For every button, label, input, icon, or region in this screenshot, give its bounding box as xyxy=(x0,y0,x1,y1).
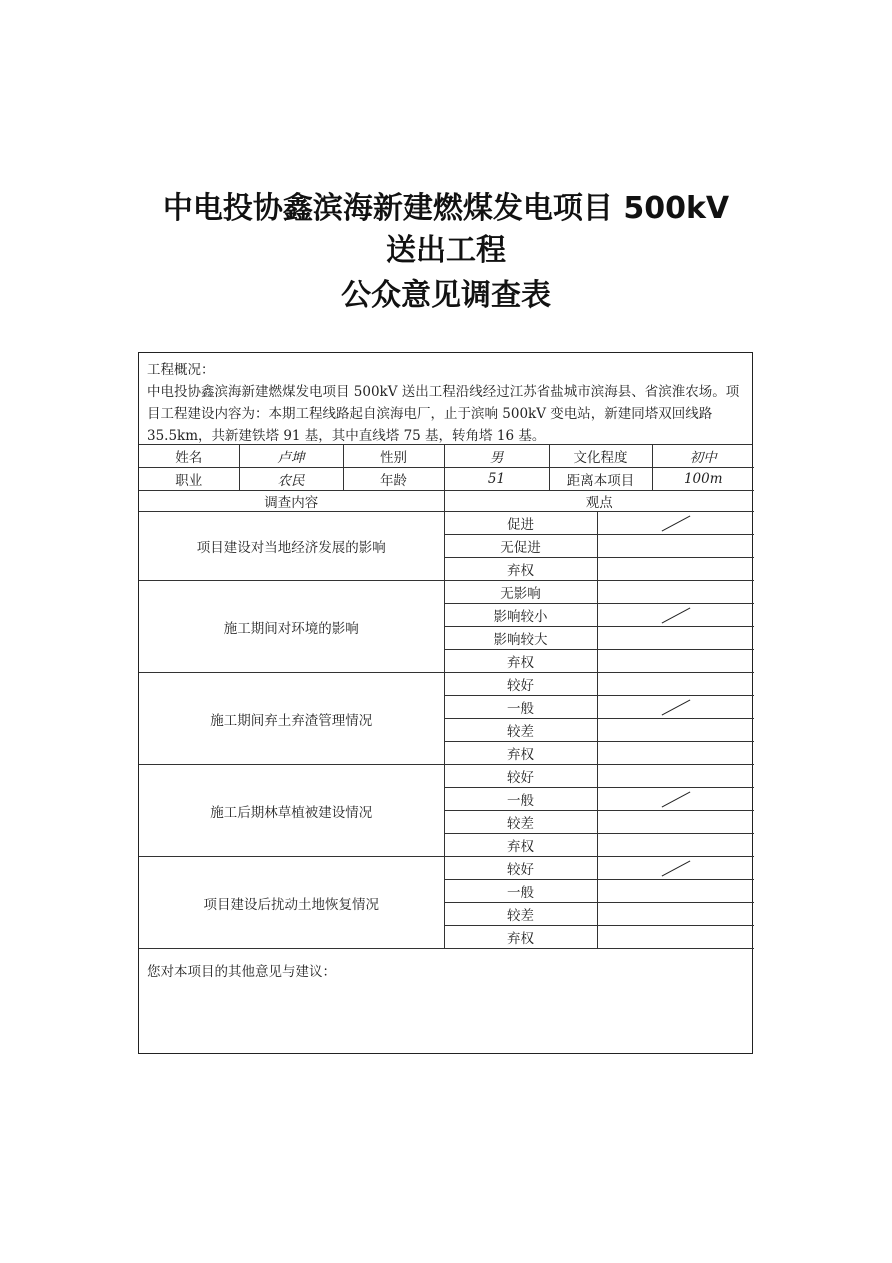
age-label: 年龄 xyxy=(343,468,444,491)
survey-option-label: 较差 xyxy=(444,719,597,742)
check-mark-icon xyxy=(661,516,690,532)
header-opinion: 观点 xyxy=(444,491,754,512)
survey-option-checkbox[interactable] xyxy=(597,880,754,903)
survey-option-label: 弃权 xyxy=(444,834,597,857)
distance-field[interactable]: 100m xyxy=(652,468,754,491)
age-field[interactable]: 51 xyxy=(444,468,549,491)
survey-form xyxy=(138,352,753,1054)
check-mark-icon xyxy=(661,861,690,877)
survey-option-checkbox[interactable] xyxy=(597,742,754,765)
survey-option-label: 一般 xyxy=(444,880,597,903)
survey-option-row xyxy=(139,673,754,696)
survey-option-checkbox[interactable] xyxy=(597,765,754,788)
survey-option-label: 弃权 xyxy=(444,558,597,581)
suggestion-area[interactable] xyxy=(139,952,752,1053)
survey-option-checkbox[interactable] xyxy=(597,811,754,834)
survey-option-checkbox[interactable] xyxy=(597,535,754,558)
survey-option-label: 弃权 xyxy=(444,926,597,949)
survey-option-row xyxy=(139,581,754,604)
header-survey-content: 调查内容 xyxy=(139,491,444,512)
survey-option-label: 一般 xyxy=(444,788,597,811)
survey-option-checkbox[interactable] xyxy=(597,558,754,581)
survey-table xyxy=(139,491,752,949)
survey-option-label: 无促进 xyxy=(444,535,597,558)
check-mark-icon xyxy=(661,792,690,808)
survey-option-row xyxy=(139,857,754,880)
gender-label: 性别 xyxy=(343,445,444,468)
survey-option-label: 较差 xyxy=(444,903,597,926)
survey-option-label: 弃权 xyxy=(444,650,597,673)
survey-option-checkbox[interactable] xyxy=(597,719,754,742)
overview-label: 工程概况： xyxy=(147,362,215,378)
survey-option-label: 较好 xyxy=(444,673,597,696)
document-title-line3: 公众意见调查表 xyxy=(341,278,551,313)
survey-option-label: 促进 xyxy=(444,512,597,535)
check-mark-icon xyxy=(661,700,690,716)
survey-option-label: 较好 xyxy=(444,857,597,880)
survey-option-row xyxy=(139,765,754,788)
survey-question: 施工期间对环境的影响 xyxy=(139,581,444,673)
survey-option-checkbox[interactable] xyxy=(597,673,754,696)
survey-option-label: 无影响 xyxy=(444,581,597,604)
survey-option-checkbox[interactable] xyxy=(597,512,754,535)
suggestion-label: 您对本项目的其他意见与建议： xyxy=(147,964,336,980)
survey-option-label: 一般 xyxy=(444,696,597,719)
survey-option-checkbox[interactable] xyxy=(597,696,754,719)
survey-option-checkbox[interactable] xyxy=(597,903,754,926)
distance-label: 距离本项目 xyxy=(549,468,652,491)
survey-option-checkbox[interactable] xyxy=(597,604,754,627)
education-field[interactable]: 初中 xyxy=(652,445,754,468)
survey-option-checkbox[interactable] xyxy=(597,788,754,811)
survey-option-checkbox[interactable] xyxy=(597,581,754,604)
respondent-info xyxy=(139,445,752,491)
job-field[interactable]: 农民 xyxy=(239,468,343,491)
document-title-line1: 中电投协鑫滨海新建燃煤发电项目 500kV xyxy=(162,191,730,226)
survey-option-row xyxy=(139,512,754,535)
survey-option-checkbox[interactable] xyxy=(597,650,754,673)
survey-question: 项目建设后扰动土地恢复情况 xyxy=(139,857,444,949)
survey-option-label: 弃权 xyxy=(444,742,597,765)
survey-option-label: 较差 xyxy=(444,811,597,834)
document-title-line2: 送出工程 xyxy=(386,233,506,268)
survey-option-checkbox[interactable] xyxy=(597,926,754,949)
overview-text: 中电投协鑫滨海新建燃煤发电项目 500kV 送出工程沿线经过江苏省盐城市滨海县、省滨淮农场。项目工程建设内容为：本期工程线路起自滨海电厂，止于滨响 500kV 变电站，新建同塔双回线路 35.5km，共新建铁塔 91 基，其中直线塔 75 基，转角塔 16 基。 xyxy=(147,384,740,444)
check-mark-icon xyxy=(661,608,690,624)
survey-option-label: 较好 xyxy=(444,765,597,788)
survey-question: 施工后期林草植被建设情况 xyxy=(139,765,444,857)
survey-option-label: 影响较大 xyxy=(444,627,597,650)
survey-question: 项目建设对当地经济发展的影响 xyxy=(139,512,444,581)
survey-option-label: 影响较小 xyxy=(444,604,597,627)
name-field[interactable]: 卢坤 xyxy=(239,445,343,468)
name-label: 姓名 xyxy=(139,445,239,468)
survey-option-checkbox[interactable] xyxy=(597,834,754,857)
project-overview xyxy=(139,353,752,445)
survey-option-checkbox[interactable] xyxy=(597,857,754,880)
education-label: 文化程度 xyxy=(549,445,652,468)
job-label: 职业 xyxy=(139,468,239,491)
gender-field[interactable]: 男 xyxy=(444,445,549,468)
survey-option-checkbox[interactable] xyxy=(597,627,754,650)
survey-question: 施工期间弃土弃渣管理情况 xyxy=(139,673,444,765)
